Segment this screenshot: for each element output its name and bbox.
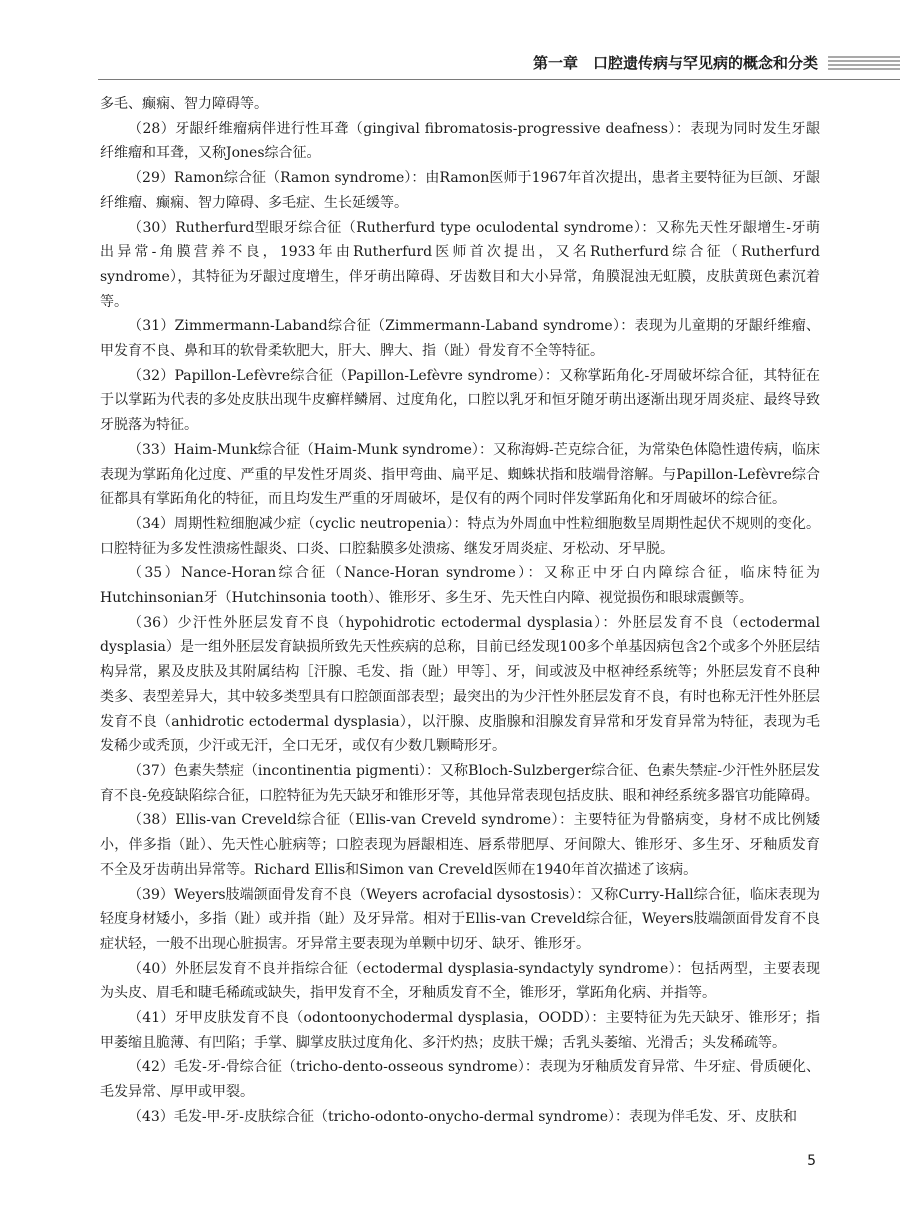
header-decorative-bar [828,56,900,72]
page-number: 5 [807,1153,816,1169]
continuation-paragraph: 多毛、癫痫、智力障碍等。 [100,96,268,112]
list-item: （30）Rutherfurd型眼牙综合征（Rutherfurd type oculodental syndrome）：又称先天性牙龈增生-牙萌出异常-角膜营养不良，1933年由Rutherfurd医师首次提出，又名Rutherfurd综合征（Rutherfurd syndrome），其特征为牙龈过度增生，伴牙萌出障碍、牙齿数目和大小异常，角膜混浊无虹膜，皮肤黄斑色素沉着等。 [100,219,820,310]
running-header [0,44,900,80]
list-item: （35）Nance-Horan综合征（Nance-Horan syndrome）：又称正中牙白内障综合征，临床特征为Hutchinsonian牙（Hutchinsonia tooth）、锥形牙、多生牙、先天性白内障、视觉损伤和眼球震颤等。 [100,565,820,607]
list-item: （36）少汗性外胚层发育不良（hypohidrotic ectodermal dysplasia）：外胚层发育不良（ectodermal dysplasia）是一组外胚层发育缺损所致先天性疾病的总称，目前已经发现100多个单基因病包含2个或多个外胚层结构异常，累及皮肤及其附属结构［汗腺、毛发、指（趾）甲等］、牙，间或波及中枢神经系统等；外胚层发育不良种类多、表型差异大，其中较多类型具有口腔颌面部表型；最突出的为少汗性外胚层发育不良，有时也称无汗性外胚层发育不良（anhidrotic ectodermal dysplasia），以汗腺、皮脂腺和泪腺发育异常和牙发育异常为特征，表现为毛发稀少或秃顶，少汗或无汗，全口无牙，或仅有少数几颗畸形牙。 [100,614,820,755]
list-item: （41）牙甲皮肤发育不良（odontoonychodermal dysplasia，OODD）：主要特征为先天缺牙、锥形牙；指甲萎缩且脆薄、有凹陷；手掌、脚掌皮肤过度角化、多汗灼热；皮肤干燥；舌乳头萎缩、光滑舌；头发稀疏等。 [100,1010,820,1051]
list-item: （31）Zimmermann-Laband综合征（Zimmermann-Laband syndrome）：表现为儿童期的牙龈纤维瘤、甲发育不良、鼻和耳的软骨柔软肥大，肝大、脾大、指（趾）骨发育不全等特征。 [100,318,820,360]
list-item: （29）Ramon综合征（Ramon syndrome）：由Ramon医师于1967年首次提出，患者主要特征为巨颌、牙龈纤维瘤、癫痫、智力障碍、多毛症、生长延缓等。 [100,170,820,211]
list-item: （37）色素失禁症（incontinentia pigmenti）：又称Bloch-Sulzberger综合征、色素失禁症-少汗性外胚层发育不良-免疫缺陷综合征，口腔特征为先天缺牙和锥形牙等，其他异常表现包括皮肤、眼和神经系统多器官功能障碍。 [100,762,820,804]
list-item: （43）毛发-甲-牙-皮肤综合征（tricho-odonto-onycho-dermal syndrome）：表现为伴毛发、牙、皮肤和 [128,1108,798,1125]
list-item: （42）毛发-牙-骨综合征（tricho-dento-osseous syndrome）：表现为牙釉质发育异常、牛牙症、骨质硬化、毛发异常、厚甲或甲裂。 [100,1059,820,1101]
header-rule [98,79,900,80]
list-item: （39）Weyers肢端颌面骨发育不良（Weyers acrofacial dysostosis）：又称Curry-Hall综合征，临床表现为轻度身材矮小，多指（趾）或并指（趾）及牙异常。相对于Ellis-van Creveld综合征，Weyers肢端颌面骨发育不良症状轻，一般不出现心脏损害。牙异常主要表现为单颗中切牙、缺牙、锥形牙。 [100,886,820,952]
list-item: （32）Papillon-Lefèvre综合征（Papillon-Lefèvre syndrome）：又称掌跖角化-牙周破坏综合征，其特征在于以掌跖为代表的多处皮肤出现牛皮癣样鳞屑、过度角化，口腔以乳牙和恒牙随牙萌出逐渐出现牙周炎症、最终导致牙脱落为特征。 [100,367,820,434]
chapter-title: 第一章 口腔遗传病与罕见病的概念和分类 [532,54,818,72]
page-body [100,92,820,1130]
list-item: （34）周期性粒细胞减少症（cyclic neutropenia）：特点为外周血中性粒细胞数呈周期性起伏不规则的变化。口腔特征为多发性溃疡性龈炎、口炎、口腔黏膜多处溃疡、继发牙周炎症、牙松动、牙早脱。 [100,515,820,557]
list-item: （40）外胚层发育不良并指综合征（ectodermal dysplasia-syndactyly syndrome）：包括两型，主要表现为头皮、眉毛和睫毛稀疏或缺失，指甲发育不全，牙釉质发育不全，锥形牙，掌跖角化病、并指等。 [100,960,820,1002]
list-item: （38）Ellis-van Creveld综合征（Ellis-van Creveld syndrome）：主要特征为骨骼病变，身材不成比例矮小，伴多指（趾）、先天性心脏病等；口腔表现为唇龈相连、唇系带肥厚、牙间隙大、锥形牙、多生牙、牙釉质发育不全及牙齿萌出异常等。Richard Ellis和Simon van Creveld医师在1940年首次描述了该病。 [100,812,820,878]
list-item: （33）Haim-Munk综合征（Haim-Munk syndrome）：又称海姆-芒克综合征，为常染色体隐性遗传病，临床表现为掌跖角化过度、严重的早发性牙周炎、指甲弯曲、扁平足、蜘蛛状指和肢端骨溶解。与Papillon-Lefèvre综合征都具有掌跖角化的特征，而且均发生严重的牙周破坏，是仅有的两个同时伴发掌跖角化和牙周破坏的综合征。 [100,441,820,508]
list-item: （28）牙龈纤维瘤病伴进行性耳聋（gingival fibromatosis-progressive deafness）：表现为同时发生牙龈纤维瘤和耳聋，又称Jones综合征。 [100,120,820,162]
